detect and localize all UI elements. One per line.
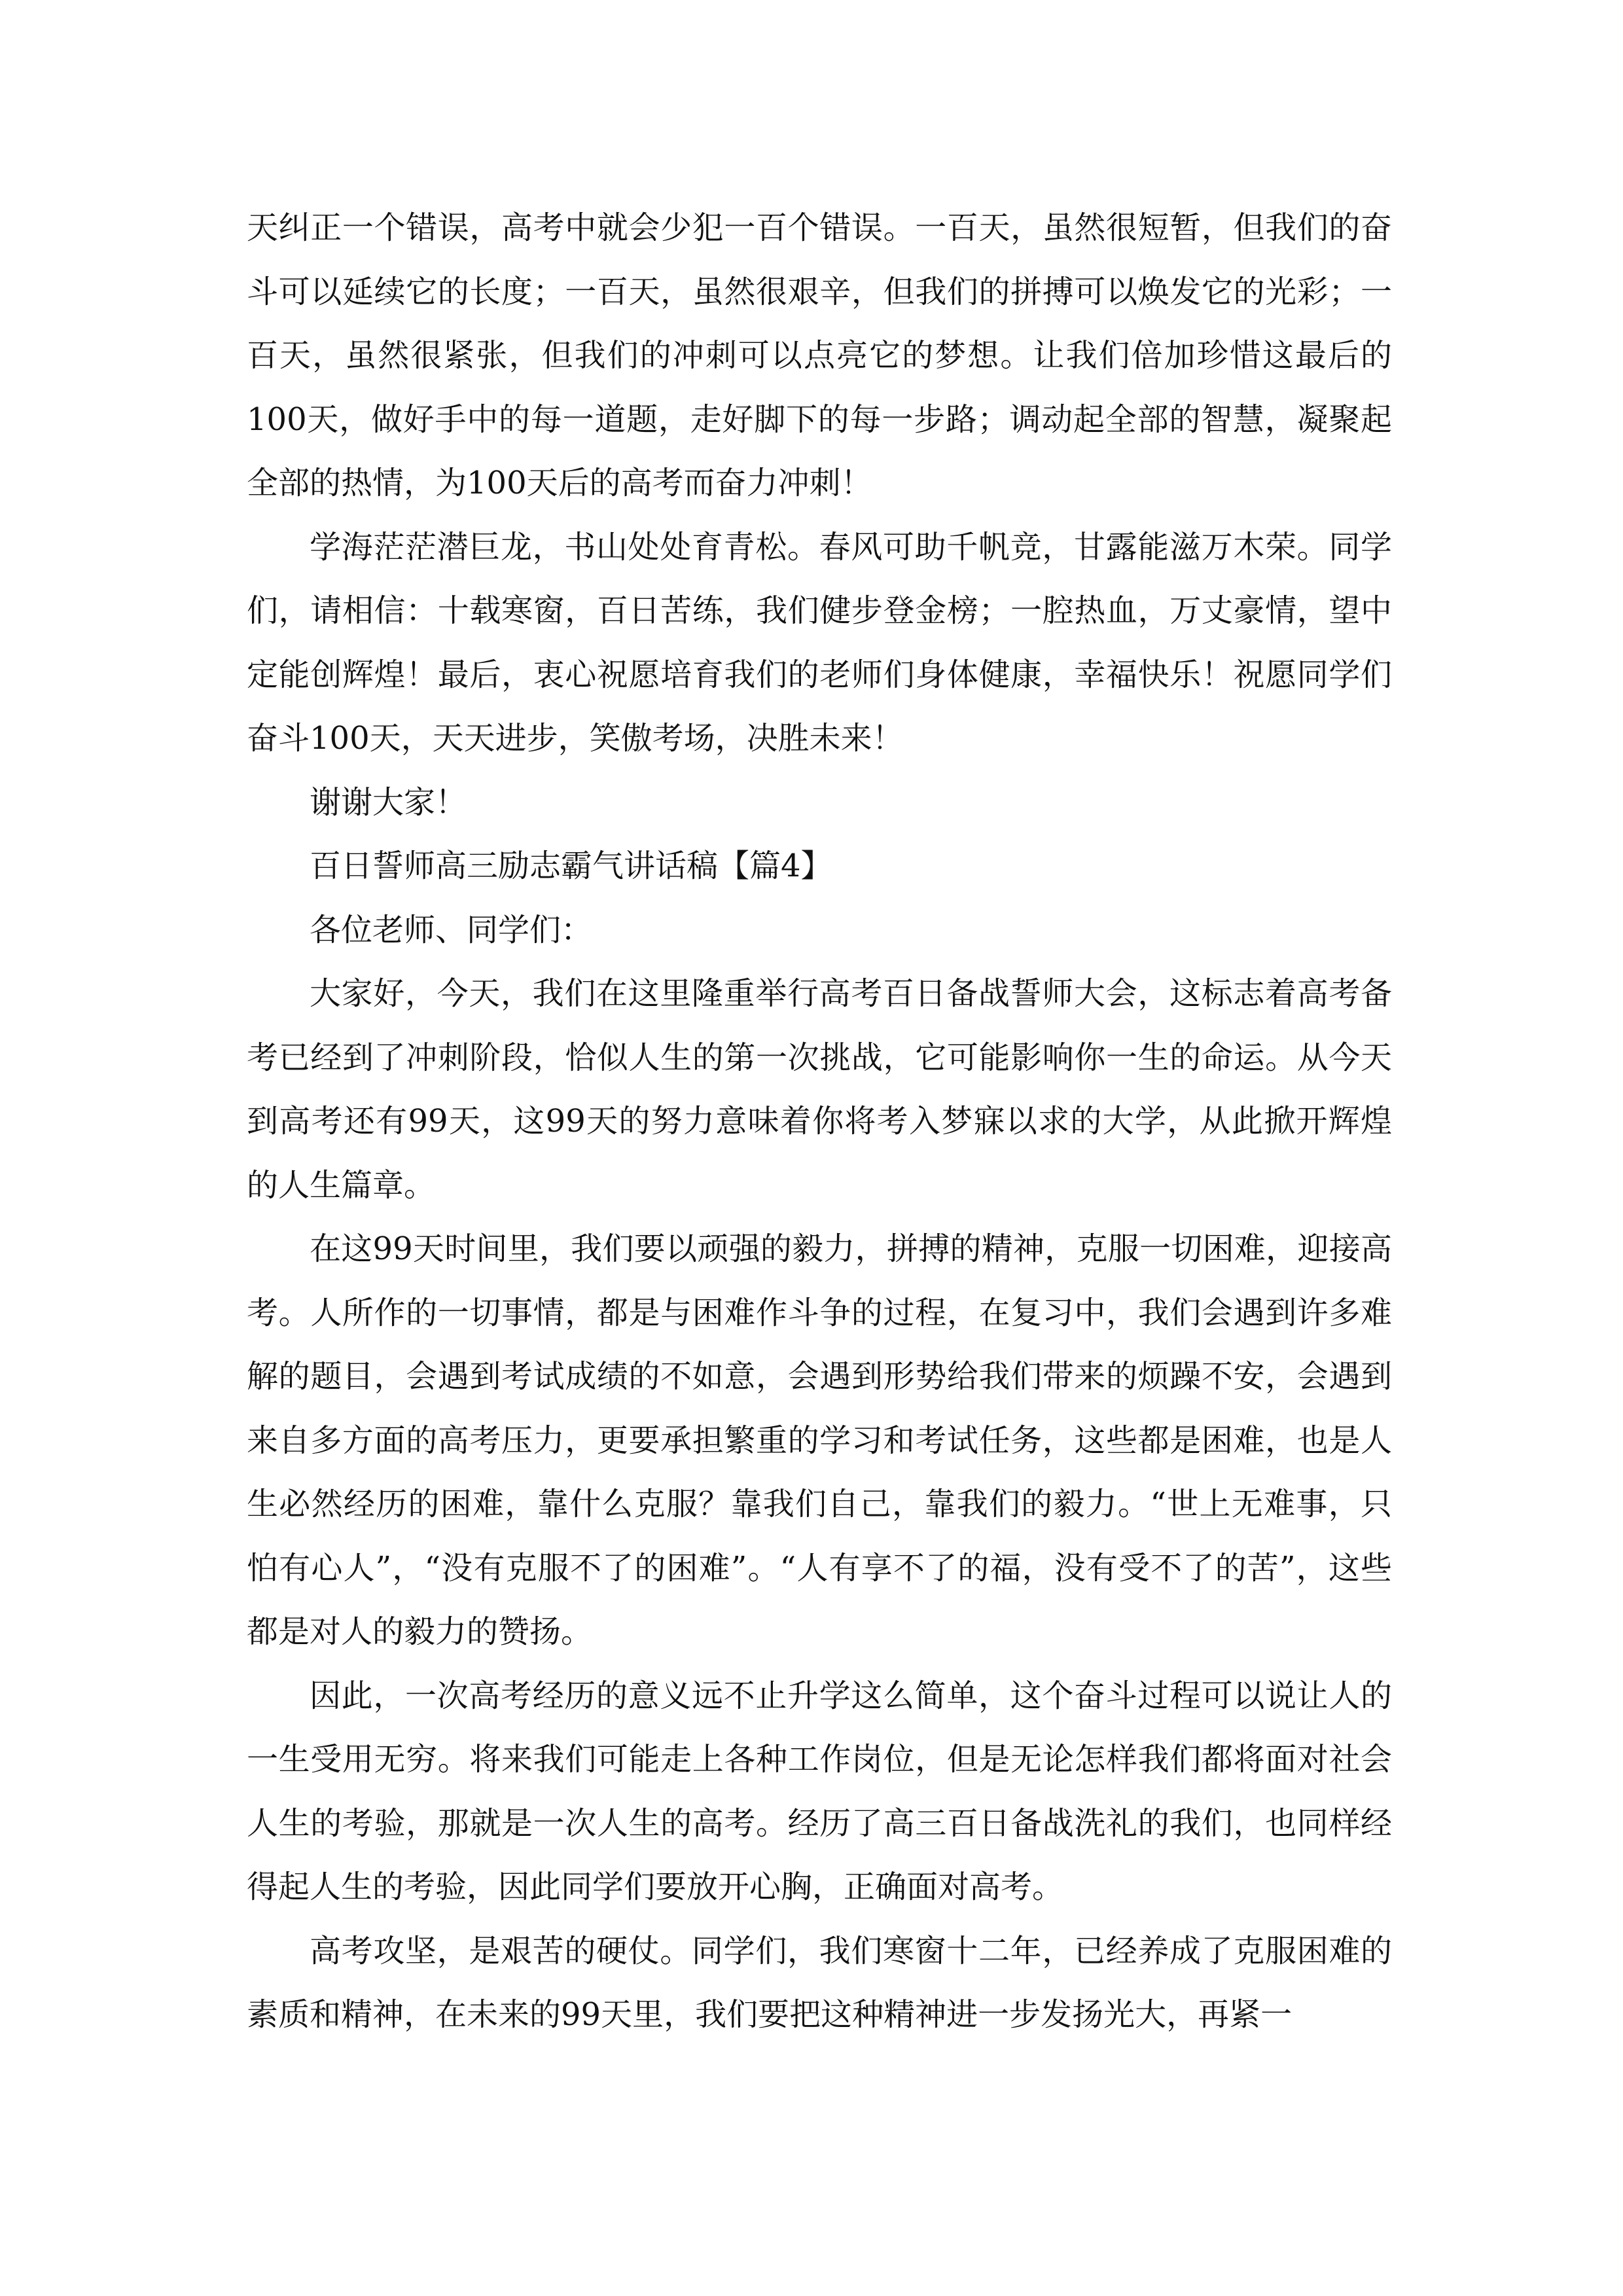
document-body (247, 196, 1392, 2047)
paragraph: 在这99天时间里，我们要以顽强的毅力，拼搏的精神，克服一切困难，迎接高考。人所作的一切事情，都是与困难作斗争的过程，在复习中，我们会遇到许多难解的题目，会遇到考试成绩的不如意，会遇到形势给我们带来的烦躁不安，会遇到来自多方面的高考压力，更要承担繁重的学习和考试任务，这些都是困难，也是人生必然经历的困难，靠什么克服？靠我们自己，靠我们的毅力。“世上无难事，只怕有心人”，“没有克服不了的困难”。“人有享不了的福，没有受不了的苦”，这些都是对人的毅力的赞扬。 (247, 1230, 1392, 1650)
salutation: 各位老师、同学们： (310, 911, 593, 948)
paragraph: 学海茫茫潜巨龙，书山处处育青松。春风可助千帆竞，甘露能滋万木荣。同学们，请相信：十载寒窗，百日苦练，我们健步登金榜；一腔热血，万丈豪情，望中定能创辉煌！最后，衷心祝愿培育我们的老师们身体健康，幸福快乐！祝愿同学们奋斗100天，天天进步，笑傲考场，决胜未来！ (247, 528, 1392, 757)
paragraph: 大家好，今天，我们在这里隆重举行高考百日备战誓师大会，这标志着高考备考已经到了冲刺阶段，恰似人生的第一次挑战，它可能影响你一生的命运。从今天到高考还有99天，这99天的努力意味着你将考入梦寐以求的大学，从此掀开辉煌的人生篇章。 (247, 975, 1392, 1204)
paragraph-continued: 天纠正一个错误，高考中就会少犯一百个错误。一百天，虽然很短暂，但我们的奋斗可以延续它的长度；一百天，虽然很艰辛，但我们的拼搏可以焕发它的光彩；一百天，虽然很紧张，但我们的冲刺可以点亮它的梦想。让我们倍加珍惜这最后的100天，做好手中的每一道题，走好脚下的每一步路；调动起全部的智慧，凝聚起全部的热情，为100天后的高考而奋力冲刺！ (247, 209, 1392, 501)
paragraph: 因此，一次高考经历的意义远不止升学这么简单，这个奋斗过程可以说让人的一生受用无穷。将来我们可能走上各种工作岗位，但是无论怎样我们都将面对社会人生的考验，那就是一次人生的高考。经历了高三百日备战洗礼的我们，也同样经得起人生的考验，因此同学们要放开心胸，正确面对高考。 (247, 1677, 1392, 1905)
closing-thanks: 谢谢大家！ (310, 783, 467, 821)
section-heading: 百日誓师高三励志霸气讲话稿【篇4】 (310, 848, 832, 884)
paragraph: 高考攻坚，是艰苦的硬仗。同学们，我们寒窗十二年，已经养成了克服困难的素质和精神，在未来的99天里，我们要把这种精神进一步发扬光大，再紧一 (247, 1932, 1392, 2033)
